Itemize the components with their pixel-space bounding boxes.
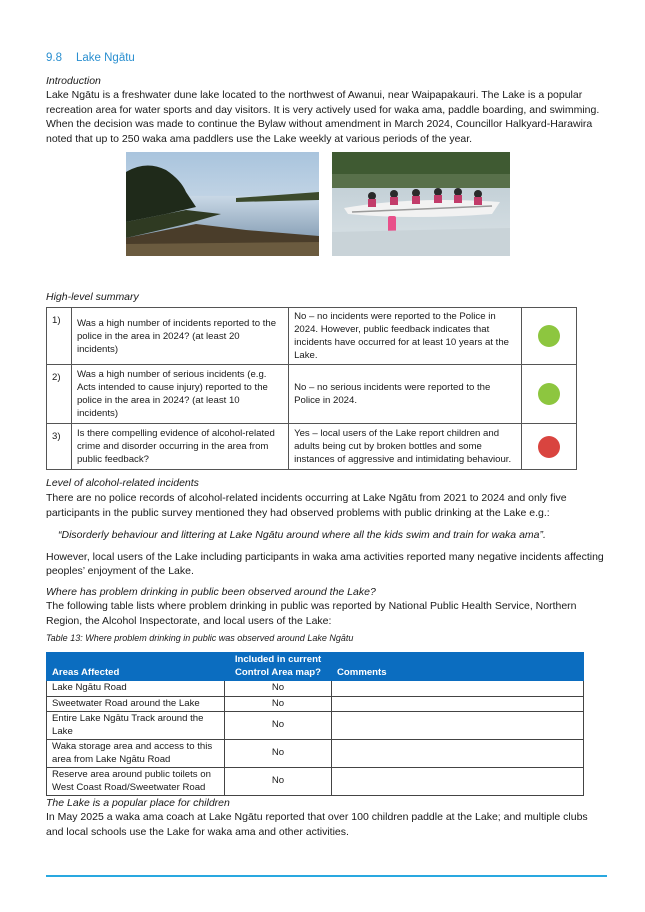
level-paragraph-2: However, local users of the Lake including participants in waka ama activities reported many negative incidents affecting peoples’ enjoyment of the Lake.	[46, 550, 604, 578]
status-green-indicator	[538, 383, 560, 405]
where-paragraph: The following table lists where problem drinking in public was reported by National Public Health Service, Northern Region, the Alcohol Inspectorate, and local users of the Lake:	[46, 600, 577, 627]
summary-row	[47, 308, 577, 365]
summary-heading: High-level summary	[46, 291, 139, 303]
table-row	[47, 768, 584, 796]
cell-area: Reserve area around public toilets on West Coast Road/Sweetwater Road	[47, 768, 225, 796]
cell-comments	[332, 681, 584, 697]
where-heading: Where has problem drinking in public been observed around the Lake?	[46, 586, 376, 598]
cell-included: No	[225, 696, 332, 712]
section-heading	[46, 52, 135, 64]
lake-photos	[126, 152, 516, 257]
row-question: Was a high number of serious incidents (e.g. Acts intended to cause injury) reported to the police in the area in 2024? (at least 10 incidents)	[71, 365, 288, 424]
summary-row	[47, 424, 577, 470]
table-header-row	[47, 653, 584, 681]
table-row	[47, 681, 584, 697]
cell-area: Lake Ngātu Road	[47, 681, 225, 697]
level-block	[46, 476, 607, 579]
cell-area: Entire Lake Ngātu Track around the Lake	[47, 712, 225, 740]
header-included: Included in current Control Area map?	[225, 653, 332, 681]
row-number: 1)	[47, 308, 72, 365]
table-row	[47, 712, 584, 740]
intro-heading: Introduction	[46, 75, 101, 87]
header-comments: Comments	[332, 653, 584, 681]
where-block	[46, 585, 607, 643]
row-answer: Yes – local users of the Lake report children and adults being cut by broken bottles and some instances of aggressive and intimidating behaviour.	[289, 424, 522, 470]
summary-block	[46, 290, 607, 470]
section-title: Lake Ngātu	[76, 52, 135, 64]
areas-table	[46, 652, 584, 796]
row-question: Was a high number of incidents reported to the police in the area in 2024? (at least 20 incidents)	[71, 308, 288, 365]
cell-comments	[332, 712, 584, 740]
row-answer: No – no serious incidents were reported to the Police in 2024.	[289, 365, 522, 424]
table-row	[47, 696, 584, 712]
cell-included: No	[225, 740, 332, 768]
row-number: 3)	[47, 424, 72, 470]
cell-included: No	[225, 712, 332, 740]
cell-area: Waka storage area and access to this area from Lake Ngātu Road	[47, 740, 225, 768]
section-number: 9.8	[46, 52, 62, 64]
cell-included: No	[225, 681, 332, 697]
level-heading: Level of alcohol-related incidents	[46, 477, 199, 489]
row-question: Is there compelling evidence of alcohol-related crime and disorder occurring in the area from public feedback?	[71, 424, 288, 470]
table-caption: Table 13: Where problem drinking in public was observed around Lake Ngātu	[46, 633, 354, 644]
header-areas: Areas Affected	[47, 653, 225, 681]
summary-row	[47, 365, 577, 424]
survey-quote: “Disorderly behaviour and littering at Lake Ngātu around where all the kids swim and train for waka ama”.	[58, 529, 546, 542]
cell-area: Sweetwater Road around the Lake	[47, 696, 225, 712]
intro-block	[46, 74, 607, 146]
footer-rule	[46, 875, 607, 877]
row-answer: No – no incidents were reported to the Police in 2024. However, public feedback indicates that incidents have occurred for at least 10 years at the Lake.	[289, 308, 522, 365]
summary-table	[46, 307, 577, 470]
cell-comments	[332, 768, 584, 796]
status-red-indicator	[538, 436, 560, 458]
status-green-indicator	[538, 325, 560, 347]
row-number: 2)	[47, 365, 72, 424]
table-row	[47, 740, 584, 768]
cell-comments	[332, 740, 584, 768]
lake-landscape-photo	[126, 152, 319, 256]
children-heading: The Lake is a popular place for children	[46, 797, 230, 809]
children-block	[46, 796, 607, 839]
cell-comments	[332, 696, 584, 712]
waka-ama-photo	[332, 152, 510, 256]
intro-paragraph: Lake Ngātu is a freshwater dune lake located to the northwest of Awanui, near Waipapakauri. The Lake is a popular recreation area for water sports and day visitors. It is very actively used for waka ama, paddle boarding, and swimming. When the decision was made to continue the Bylaw without amendment in March 2024, Councillor Halkyard-Harawira noted that up to 250 waka ama paddlers use the Lake weekly at various periods of the year.	[46, 89, 600, 145]
cell-included: No	[225, 768, 332, 796]
children-paragraph: In May 2025 a waka ama coach at Lake Ngātu reported that over 100 children paddle at the Lake; and multiple clubs and local schools use the Lake for waka ama and other activities.	[46, 811, 588, 838]
level-paragraph: There are no police records of alcohol-related incidents occurring at Lake Ngātu from 2021 to 2024 and only five participants in the public survey mentioned they had observed problems with public drinking at the Lake e.g.:	[46, 492, 567, 519]
